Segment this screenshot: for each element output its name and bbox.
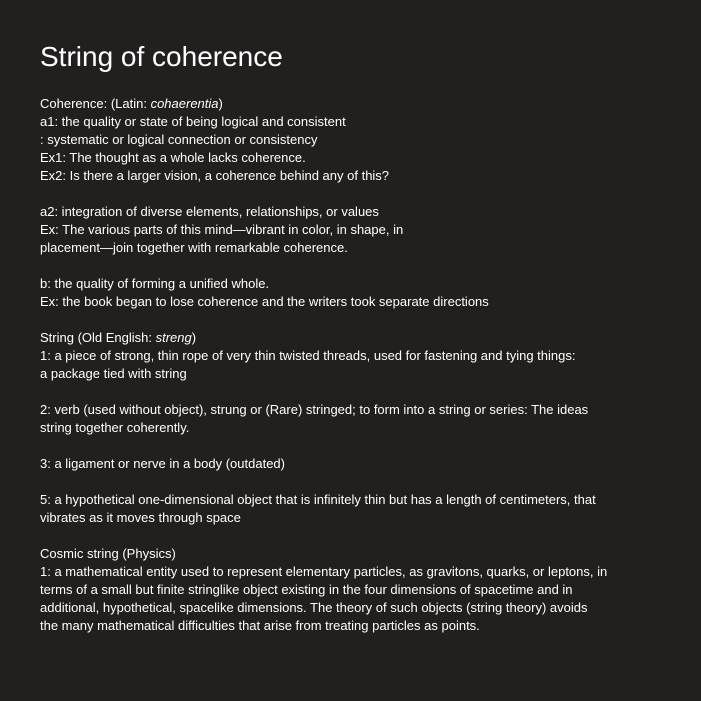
page-title: String of coherence <box>40 41 283 72</box>
coherence-example-1: Ex1: The thought as a whole lacks coherence. <box>40 150 306 165</box>
cosmic-string-def-1-line1: 1: a mathematical entity used to represent elementary particles, as gravitons, quarks, or leptons, in <box>40 564 608 579</box>
cosmic-string-def-1-line2: terms of a small but finite stringlike object existing in the four dimensions of spacetime and in <box>40 582 573 597</box>
string-old-english-term: streng <box>155 330 192 345</box>
coherence-def-a2-example-line1: Ex: The various parts of this mind—vibrant in color, in shape, in <box>40 222 404 237</box>
string-def-2-line2: string together coherently. <box>40 420 190 435</box>
string-def-5-line2: vibrates as it moves through space <box>40 510 241 525</box>
cosmic-string-heading: Cosmic string (Physics) <box>40 546 176 561</box>
spacer <box>40 437 665 455</box>
spacer <box>40 527 665 545</box>
spacer <box>40 311 665 329</box>
coherence-def-a1-alt: : systematic or logical connection or consistency <box>40 132 318 147</box>
coherence-latin-term: cohaerentia <box>150 96 219 111</box>
spacer <box>40 257 665 275</box>
cosmic-string-def-1-line3: additional, hypothetical, spacelike dimensions. The theory of such objects (string theory) avoids <box>40 600 588 615</box>
cosmic-string-def-1-line4: the many mathematical difficulties that arise from treating particles as points. <box>40 618 480 633</box>
string-def-1-line1: 1: a piece of strong, thin rope of very thin twisted threads, used for fastening and tying things: <box>40 348 576 363</box>
coherence-def-b-example: Ex: the book began to lose coherence and the writers took separate directions <box>40 294 489 309</box>
string-def-5-line1: 5: a hypothetical one-dimensional object that is infinitely thin but has a length of centimeters, that <box>40 492 596 507</box>
string-def-2-line1: 2: verb (used without object), strung or (Rare) stringed; to form into a string or series: The ideas <box>40 402 589 417</box>
string-heading-prefix: String (Old English: <box>40 330 156 345</box>
coherence-example-2: Ex2: Is there a larger vision, a coherence behind any of this? <box>40 168 390 183</box>
string-def-1-line2: a package tied with string <box>40 366 187 381</box>
coherence-heading <box>40 95 665 113</box>
spacer <box>40 473 665 491</box>
definitions-body <box>40 95 665 635</box>
spacer <box>40 185 665 203</box>
spacer <box>40 383 665 401</box>
coherence-def-b: b: the quality of forming a unified whole. <box>40 276 270 291</box>
coherence-def-a2: a2: integration of diverse elements, relationships, or values <box>40 204 379 219</box>
string-heading <box>40 329 665 347</box>
coherence-heading-suffix: ) <box>218 96 223 111</box>
string-def-3: 3: a ligament or nerve in a body (outdated) <box>40 456 285 471</box>
coherence-heading-prefix: Coherence: (Latin: <box>40 96 151 111</box>
string-heading-suffix: ) <box>191 330 197 345</box>
coherence-def-a1: a1: the quality or state of being logical and consistent <box>40 114 346 129</box>
coherence-def-a2-example-line2: placement—join together with remarkable coherence. <box>40 240 348 255</box>
